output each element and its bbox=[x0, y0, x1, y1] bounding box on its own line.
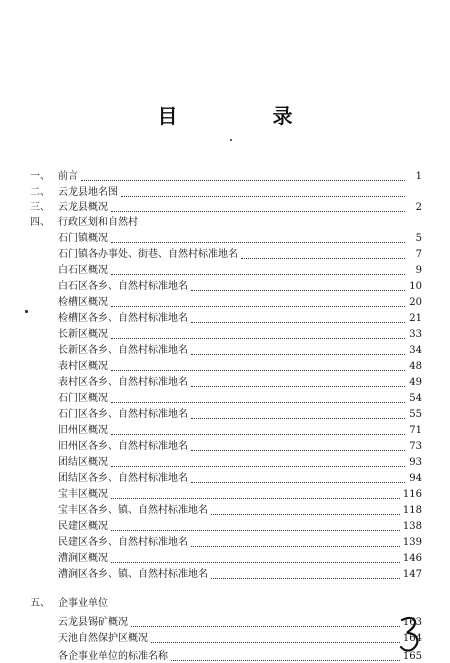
toc-entry-page: 147 bbox=[402, 569, 422, 580]
toc-entry-page: 71 bbox=[409, 425, 422, 436]
dot-leader bbox=[191, 410, 405, 419]
toc-entry-label: 白石区概况 bbox=[58, 265, 108, 276]
toc-entry bbox=[58, 520, 422, 533]
toc-entry bbox=[58, 536, 422, 549]
toc-entry-page: 94 bbox=[409, 473, 422, 484]
toc-entry-label: 各企事业单位的标准名称 bbox=[58, 651, 168, 662]
paper-speck bbox=[230, 139, 232, 141]
toc-entry-label: 石门区各乡、自然村标准地名 bbox=[58, 409, 188, 420]
toc-entry-page: 118 bbox=[402, 505, 422, 516]
toc-entry-label: 云龙县地名图 bbox=[58, 187, 118, 198]
toc-entry-label: 企事业单位 bbox=[58, 598, 108, 609]
toc-entry-page: 165 bbox=[402, 651, 422, 662]
toc-entry-number: 三、 bbox=[30, 202, 50, 213]
toc-entry-page: 93 bbox=[409, 457, 422, 468]
toc-entry bbox=[30, 597, 108, 610]
toc-entry-number: 五、 bbox=[30, 598, 50, 609]
toc-entry bbox=[58, 360, 422, 373]
toc-entry-label: 表村区概况 bbox=[58, 361, 108, 372]
toc-entry-label: 石门镇各办事处、街巷、自然村标准地名 bbox=[58, 249, 238, 260]
dot-leader bbox=[121, 188, 405, 197]
toc-entry bbox=[58, 296, 422, 309]
dot-leader bbox=[191, 442, 405, 451]
dot-leader bbox=[111, 330, 405, 339]
toc-entry-label: 旧州区各乡、自然村标准地名 bbox=[58, 441, 188, 452]
toc-entry bbox=[30, 201, 422, 214]
dot-leader bbox=[111, 362, 405, 371]
toc-entry-label: 检槽区概况 bbox=[58, 297, 108, 308]
toc-entry-label: 石门镇概况 bbox=[58, 233, 108, 244]
toc-entry-label: 团结区概况 bbox=[58, 457, 108, 468]
toc-entry bbox=[58, 616, 422, 629]
dot-leader bbox=[111, 234, 405, 243]
toc-entry bbox=[58, 424, 422, 437]
toc-entry bbox=[58, 408, 422, 421]
toc-entry-label: 云龙县概况 bbox=[58, 202, 108, 213]
dot-leader bbox=[111, 490, 400, 499]
dot-leader bbox=[211, 570, 400, 579]
toc-entry-number: 一、 bbox=[30, 171, 50, 182]
toc-entry-page: 164 bbox=[402, 633, 422, 644]
toc-entry-page: 49 bbox=[409, 377, 422, 388]
toc-entry bbox=[58, 232, 422, 245]
toc-entry-page: 139 bbox=[402, 537, 422, 548]
toc-entry bbox=[58, 312, 422, 325]
toc-entry bbox=[58, 632, 422, 645]
dot-leader bbox=[191, 538, 400, 547]
dot-leader bbox=[111, 522, 400, 531]
toc-entry-page: 9 bbox=[415, 265, 422, 276]
toc-entry-page: 163 bbox=[402, 617, 422, 628]
toc-entry-label: 白石区各乡、自然村标准地名 bbox=[58, 281, 188, 292]
toc-entry-label: 长新区概况 bbox=[58, 329, 108, 340]
toc-entry-page: 1 bbox=[415, 171, 422, 182]
dot-leader bbox=[241, 250, 405, 259]
toc-entry-page: 116 bbox=[402, 489, 422, 500]
toc-entry bbox=[58, 376, 422, 389]
page-title: 目 录 bbox=[157, 104, 337, 128]
dot-leader bbox=[191, 474, 405, 483]
paper-speck bbox=[25, 310, 28, 313]
dot-leader bbox=[211, 506, 400, 515]
toc-entry-label: 宝丰区概况 bbox=[58, 489, 108, 500]
toc-entry bbox=[58, 328, 422, 341]
dot-leader bbox=[111, 458, 405, 467]
toc-entry bbox=[58, 280, 422, 293]
toc-entry-page: 7 bbox=[415, 249, 422, 260]
dot-leader bbox=[111, 394, 405, 403]
toc-entry bbox=[30, 216, 138, 229]
toc-entry-label: 民建区各乡、自然村标准地名 bbox=[58, 537, 188, 548]
toc-entry-page: 21 bbox=[409, 313, 422, 324]
dot-leader bbox=[111, 203, 405, 212]
toc-entry-label: 表村区各乡、自然村标准地名 bbox=[58, 377, 188, 388]
dot-leader bbox=[111, 426, 405, 435]
toc-entry bbox=[30, 170, 422, 183]
toc-entry-page: 54 bbox=[409, 393, 422, 404]
toc-entry bbox=[58, 552, 422, 565]
toc-entry bbox=[58, 264, 422, 277]
toc-entry-label: 天池自然保护区概况 bbox=[58, 633, 148, 644]
toc-entry-label: 行政区划和自然村 bbox=[58, 217, 138, 228]
toc-entry bbox=[58, 488, 422, 501]
toc-entry-page: 146 bbox=[402, 553, 422, 564]
dot-leader bbox=[191, 282, 405, 291]
toc-entry bbox=[58, 456, 422, 469]
toc-entry bbox=[58, 392, 422, 405]
handwritten-page-mark bbox=[396, 614, 426, 654]
dot-leader bbox=[191, 314, 405, 323]
dot-leader bbox=[151, 634, 400, 643]
toc-entry-label: 宝丰区各乡、镇、自然村标准地名 bbox=[58, 505, 208, 516]
toc-entry bbox=[30, 186, 422, 199]
dot-leader bbox=[81, 172, 405, 181]
toc-entry-page: 73 bbox=[409, 441, 422, 452]
toc-entry-page: 34 bbox=[409, 345, 422, 356]
toc-entry-label: 检槽区各乡、自然村标准地名 bbox=[58, 313, 188, 324]
toc-entry-label: 民建区概况 bbox=[58, 521, 108, 532]
toc-entry bbox=[58, 344, 422, 357]
toc-entry bbox=[58, 248, 422, 261]
toc-entry bbox=[58, 440, 422, 453]
toc-entry-label: 旧州区概况 bbox=[58, 425, 108, 436]
toc-entry-page: 5 bbox=[415, 233, 422, 244]
toc-entry bbox=[58, 568, 422, 581]
dot-leader bbox=[111, 298, 405, 307]
dot-leader bbox=[111, 554, 400, 563]
dot-leader bbox=[191, 346, 405, 355]
dot-leader bbox=[131, 618, 400, 627]
toc-entry bbox=[58, 504, 422, 517]
toc-entry-page: 55 bbox=[409, 409, 422, 420]
dot-leader bbox=[111, 266, 405, 275]
toc-entry-number: 四、 bbox=[30, 217, 50, 228]
toc-entry-label: 云龙县锡矿概况 bbox=[58, 617, 128, 628]
toc-entry-label: 前言 bbox=[58, 171, 78, 182]
toc-entry-page: 10 bbox=[409, 281, 422, 292]
toc-entry-page: 20 bbox=[409, 297, 422, 308]
toc-entry-number: 二、 bbox=[30, 187, 50, 198]
toc-entry-label: 石门区概况 bbox=[58, 393, 108, 404]
toc-entry-page: 48 bbox=[409, 361, 422, 372]
toc-entry-page: 138 bbox=[402, 521, 422, 532]
toc-entry-label: 团结区各乡、自然村标准地名 bbox=[58, 473, 188, 484]
toc-entry-label: 漕涧区各乡、镇、自然村标准地名 bbox=[58, 569, 208, 580]
toc-entry bbox=[58, 472, 422, 485]
toc-entry-label: 长新区各乡、自然村标准地名 bbox=[58, 345, 188, 356]
toc-entry-page: 33 bbox=[409, 329, 422, 340]
dot-leader bbox=[191, 378, 405, 387]
toc-entry-page: 2 bbox=[415, 202, 422, 213]
toc-entry-label: 漕涧区概况 bbox=[58, 553, 108, 564]
